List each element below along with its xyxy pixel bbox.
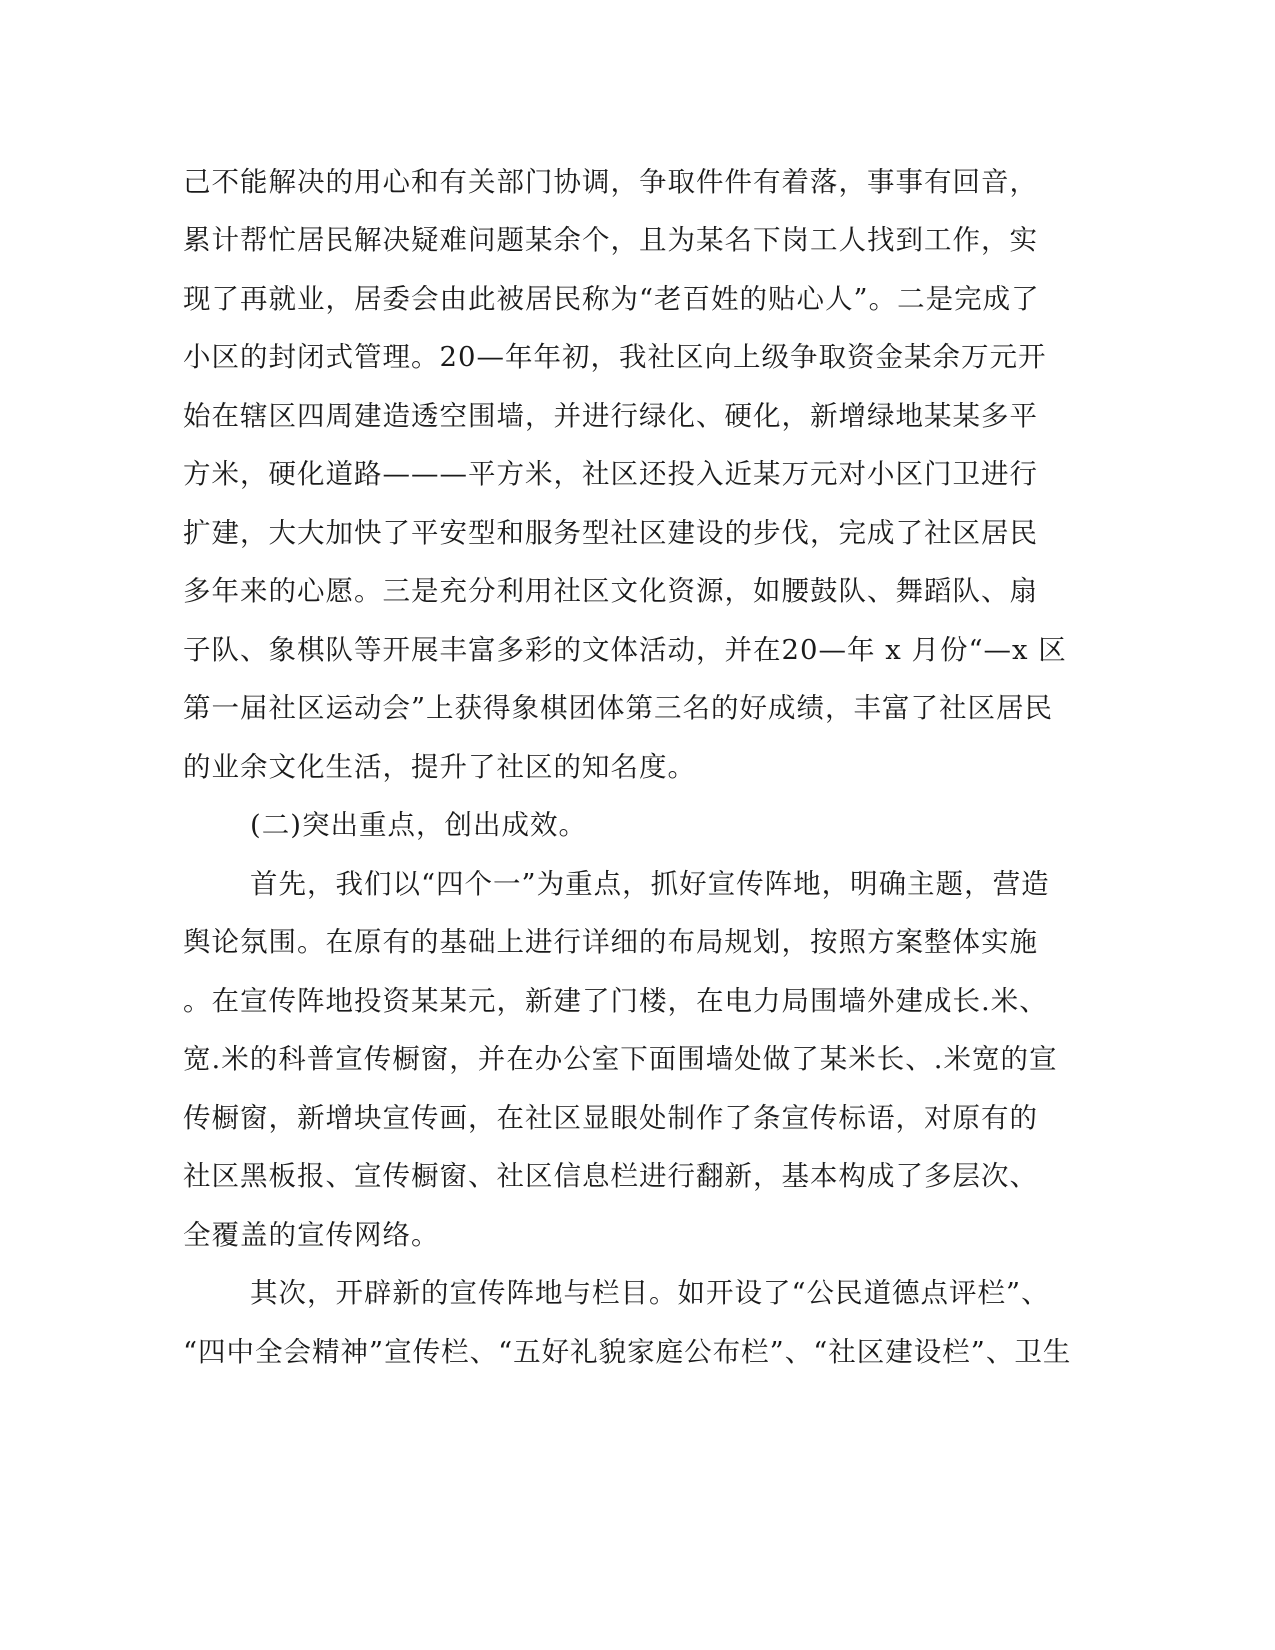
paragraph-line: 第一届社区运动会”上获得象棋团体第三名的好成绩，丰富了社区居民	[183, 692, 1054, 724]
paragraph-line: 子队、象棋队等开展丰富多彩的文体活动，并在20—年 x 月份“—x 区	[183, 634, 1067, 666]
paragraph-line: 。在宣传阵地投资某某元，新建了门楼，在电力局围墙外建成长.米、	[183, 985, 1048, 1017]
paragraph-line: 小区的封闭式管理。20—年年初，我社区向上级争取资金某余万元开	[183, 341, 1047, 373]
paragraph-line: 传橱窗，新增块宣传画，在社区显眼处制作了条宣传标语，对原有的	[183, 1102, 1038, 1134]
paragraph-line: 累计帮忙居民解决疑难问题某余个，且为某名下岗工人找到工作，实	[183, 224, 1038, 256]
paragraph-line: 现了再就业，居委会由此被居民称为“老百姓的贴心人”。二是完成了	[183, 283, 1040, 315]
paragraph-line: 宽.米的科普宣传橱窗，并在办公室下面围墙处做了某米长、.米宽的宣	[183, 1043, 1058, 1075]
paragraph-line: 全覆盖的宣传网络。	[183, 1219, 440, 1251]
paragraph-line: 扩建，大大加快了平安型和服务型社区建设的步伐，完成了社区居民	[183, 517, 1038, 549]
paragraph-line: 己不能解决的用心和有关部门协调，争取件件有着落，事事有回音，	[183, 166, 1038, 198]
paragraph-line: “四中全会精神”宣传栏、“五好礼貌家庭公布栏”、“社区建设栏”、卫生	[183, 1336, 1072, 1368]
paragraph-line: 社区黑板报、宣传橱窗、社区信息栏进行翻新，基本构成了多层次、	[183, 1160, 1038, 1192]
paragraph-line: 首先，我们以“四个一”为重点，抓好宣传阵地，明确主题，营造	[250, 868, 1050, 900]
paragraph-line: 多年来的心愿。三是充分利用社区文化资源，如腰鼓队、舞蹈队、扇	[183, 575, 1038, 607]
paragraph-line: 方米，硬化道路———平方米，社区还投入近某万元对小区门卫进行	[183, 458, 1038, 490]
paragraph-line: 舆论氛围。在原有的基础上进行详细的布局规划，按照方案整体实施	[183, 926, 1038, 958]
paragraph-line: 的业余文化生活，提升了社区的知名度。	[183, 751, 696, 783]
paragraph-line: 始在辖区四周建造透空围墙，并进行绿化、硬化，新增绿地某某多平	[183, 400, 1038, 432]
paragraph-line: 其次，开辟新的宣传阵地与栏目。如开设了“公民道德点评栏”、	[250, 1277, 1050, 1309]
section-heading: (二)突出重点，创出成效。	[250, 809, 587, 841]
